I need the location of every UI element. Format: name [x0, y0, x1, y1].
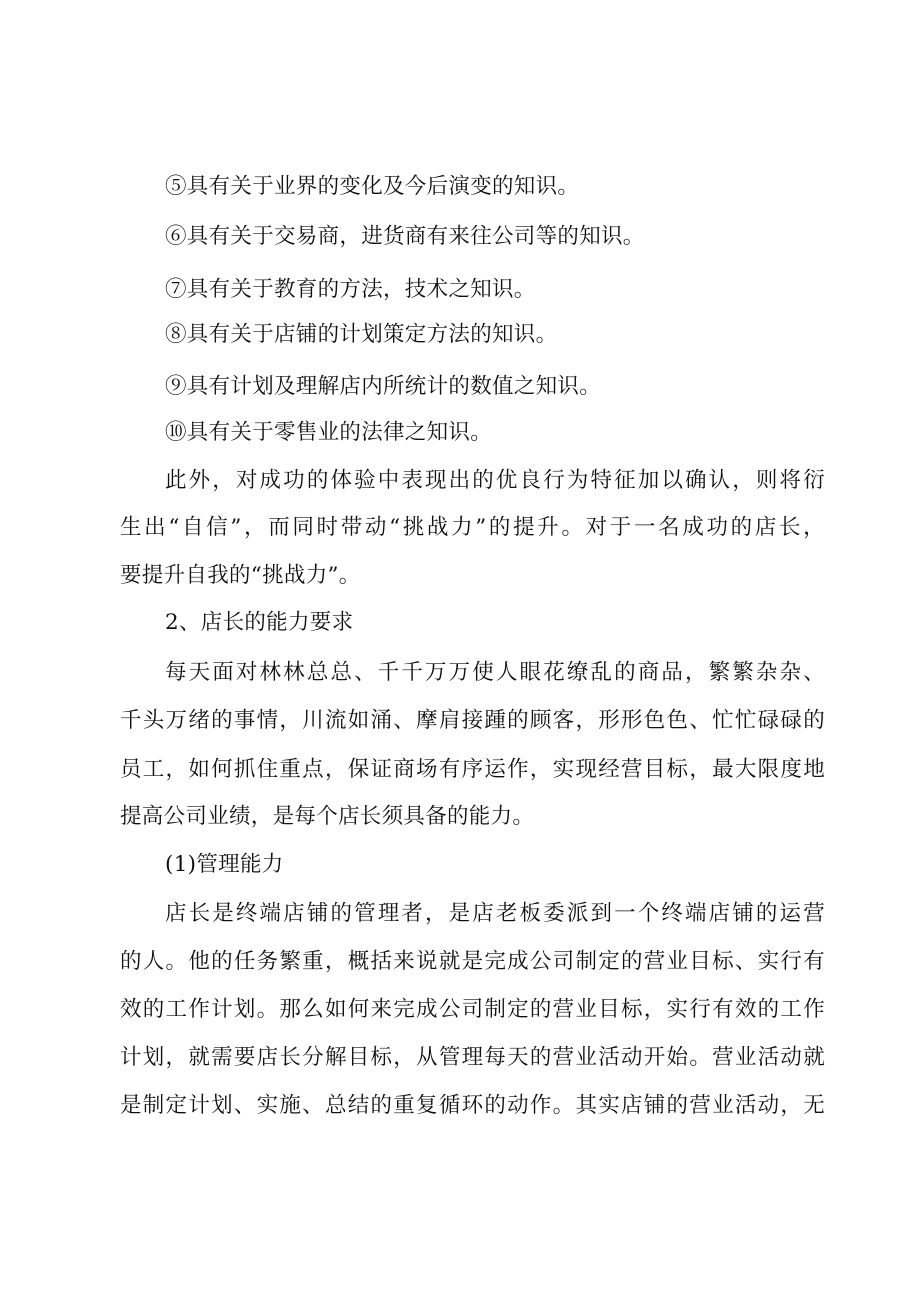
paragraph-line: 计划，就需要店长分解目标，从管理每天的营业活动开始。营业活动就 — [120, 1045, 825, 1070]
paragraph-line: 的人。他的任务繁重，概括来说就是完成公司制定的营业目标、实行有 — [120, 949, 825, 974]
list-item-10: ⑩具有关于零售业的法律之知识。 — [165, 420, 493, 445]
section-heading: 2、店长的能力要求 — [165, 610, 354, 635]
subsection-heading: (1)管理能力 — [165, 852, 284, 877]
paragraph-line: 效的工作计划。那么如何来完成公司制定的营业目标，实行有效的工作 — [120, 997, 825, 1022]
list-item-9: ⑨具有计划及理解店内所统计的数值之知识。 — [165, 374, 602, 399]
paragraph-line: 每天面对林林总总、千千万万使人眼花缭乱的商品，繁繁杂杂、 — [165, 660, 825, 685]
paragraph-line: 此外，对成功的体验中表现出的优良行为特征加以确认，则将衍 — [165, 468, 825, 493]
list-item-7: ⑦具有关于教育的方法，技术之知识。 — [165, 277, 536, 302]
paragraph-line: 千头万绪的事情，川流如涌、摩肩接踵的顾客，形形色色、忙忙碌碌的 — [120, 708, 825, 733]
paragraph-line: 生出“自信”，而同时带动“挑战力”的提升。对于一名成功的店长， — [120, 515, 825, 540]
paragraph-line: 员工，如何抓住重点，保证商场有序运作，实现经营目标，最大限度地 — [120, 757, 825, 782]
paragraph-line: 是制定计划、实施、总结的重复循环的动作。其实店铺的营业活动，无 — [120, 1093, 825, 1118]
paragraph-line: 店长是终端店铺的管理者，是店老板委派到一个终端店铺的运营 — [165, 901, 825, 926]
paragraph-line: 提高公司业绩，是每个店长须具备的能力。 — [120, 804, 535, 829]
list-item-8: ⑧具有关于店铺的计划策定方法的知识。 — [165, 322, 558, 347]
list-item-6: ⑥具有关于交易商，进货商有来往公司等的知识。 — [165, 224, 645, 249]
list-item-5: ⑤具有关于业界的变化及今后演变的知识。 — [165, 174, 580, 199]
paragraph-line: 要提升自我的“挑战力”。 — [120, 563, 361, 588]
